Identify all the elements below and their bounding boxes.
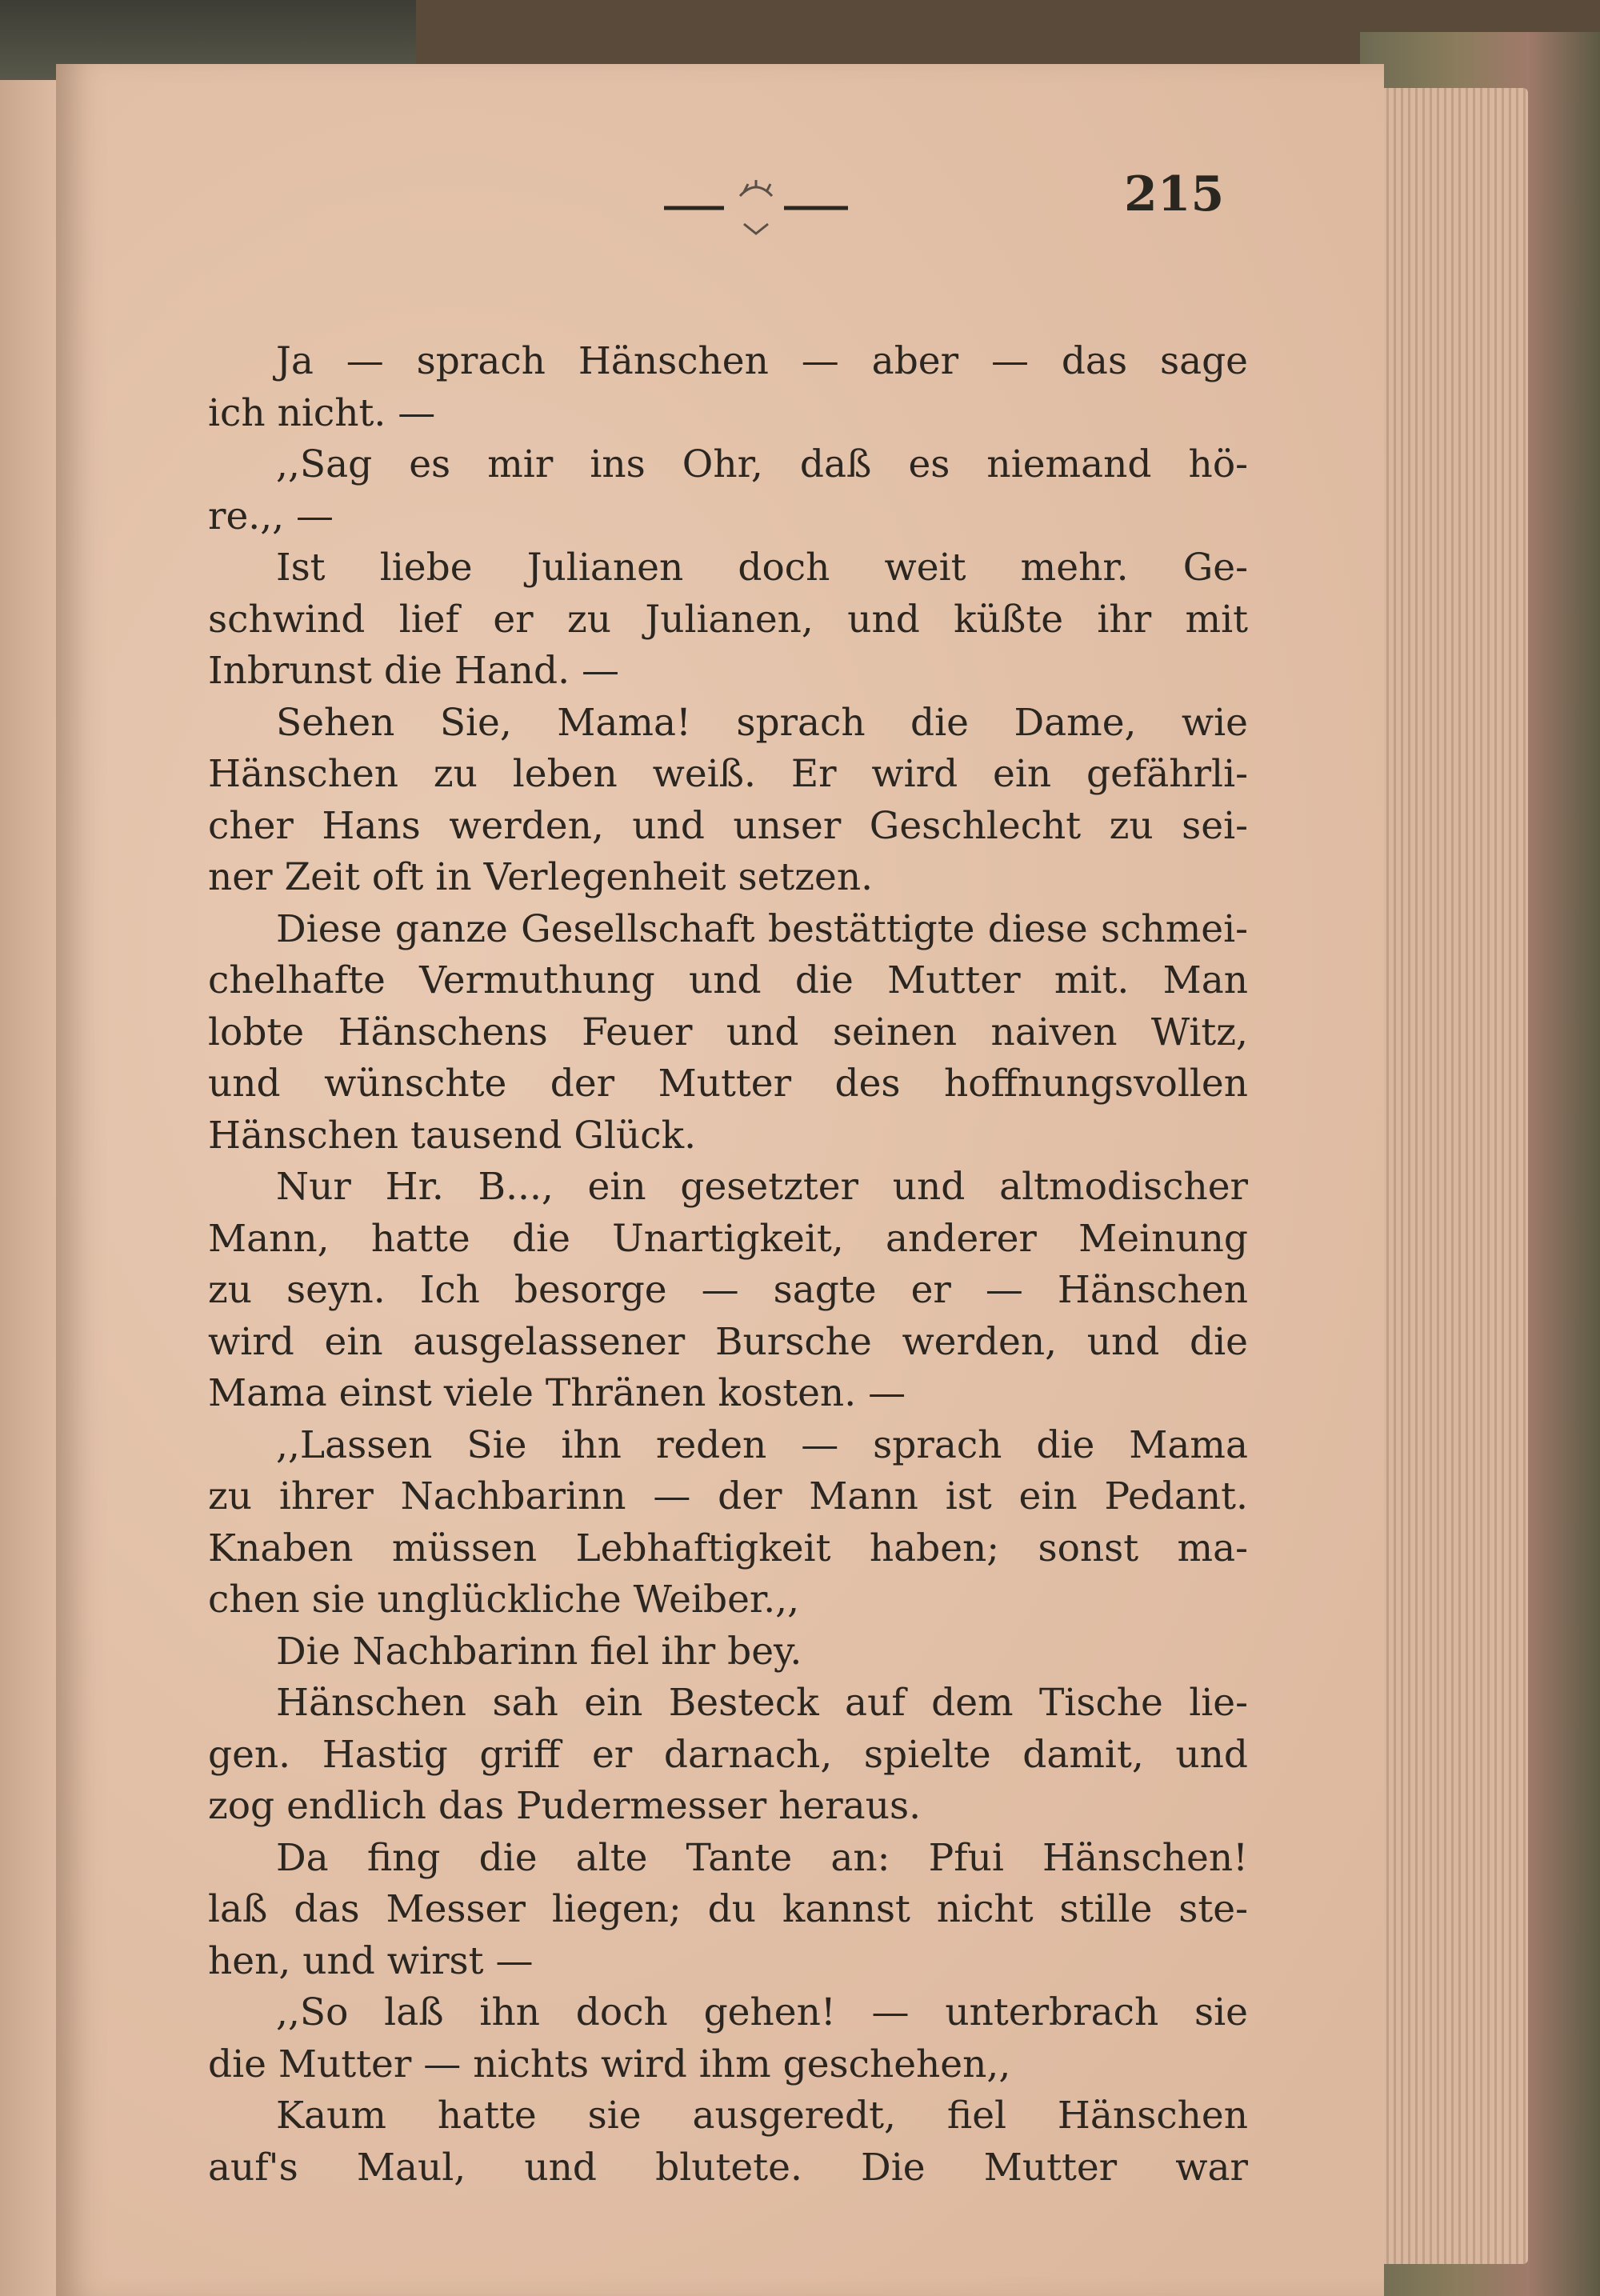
text-line: ,,Sag es mir ins Ohr, daß es niemand hö-: [276, 442, 1248, 486]
text-line: ,,Lassen Sie ihn reden — sprach die Mama: [276, 1422, 1248, 1467]
text-line: re.,, —: [208, 494, 334, 538]
text-line: Diese ganze Gesellschaft bestättigte diese schmei-: [276, 906, 1248, 951]
text-line: Knaben müssen Lebhaftigkeit haben; sonst ma-: [208, 1526, 1248, 1570]
text-line: Mann, hatte die Unartigkeit, anderer Meinung: [208, 1216, 1248, 1261]
text-line: Da fing die alte Tante an: Pfui Hänschen!: [276, 1835, 1248, 1880]
text-line: Hänschen zu leben weiß. Er wird ein gefährli-: [208, 752, 1248, 796]
ornament-icon: [664, 176, 848, 240]
text-line: die Mutter — nichts wird ihm geschehen,,: [208, 2042, 1011, 2086]
text-line: ,,So laß ihn doch gehen! — unterbrach sie: [276, 1990, 1248, 2034]
text-line: Inbrunst die Hand. —: [208, 649, 619, 693]
text-line: zu ihrer Nachbarinn — der Mann ist ein Pedant.: [208, 1474, 1248, 1518]
page-number: 215: [1124, 166, 1225, 222]
text-line: gen. Hastig griff er darnach, spielte damit, und: [208, 1732, 1248, 1777]
text-line: ich nicht. —: [208, 390, 436, 435]
text-line: laß das Messer liegen; du kannst nicht stille ste-: [208, 1887, 1248, 1931]
page-edges: [1360, 88, 1528, 2264]
book-page: [56, 64, 1384, 2296]
text-line: und wünschte der Mutter des hoffnungsvollen: [208, 1062, 1248, 1106]
left-page-edge: [0, 80, 56, 2296]
text-line: cher Hans werden, und unser Geschlecht zu sei-: [208, 803, 1248, 848]
text-line: hen, und wirst —: [208, 1938, 534, 1983]
text-line: lobte Hänschens Feuer und seinen naiven Witz,: [208, 1010, 1248, 1054]
text-line: zog endlich das Pudermesser heraus.: [208, 1784, 922, 1828]
text-line: zu seyn. Ich besorge — sagte er — Hänschen: [208, 1268, 1248, 1312]
text-line: Mama einst viele Thränen kosten. —: [208, 1371, 906, 1415]
text-line: Die Nachbarinn fiel ihr bey.: [276, 1629, 802, 1674]
text-line: ner Zeit oft in Verlegenheit setzen.: [208, 855, 874, 899]
text-line: Ja — sprach Hänschen — aber — das sage: [276, 339, 1248, 383]
text-line: chelhafte Vermuthung und die Mutter mit. Man: [208, 958, 1248, 1002]
text-line: wird ein ausgelassener Bursche werden, und die: [208, 1319, 1248, 1364]
text-line: chen sie unglückliche Weiber.,,: [208, 1578, 800, 1622]
text-line: Hänschen tausend Glück.: [208, 1113, 697, 1158]
text-line: Kaum hatte sie ausgeredt, fiel Hänschen: [276, 2094, 1248, 2138]
text-line: schwind lief er zu Julianen, und küßte ihr mit: [208, 597, 1248, 642]
text-line: Nur Hr. B..., ein gesetzter und altmodischer: [276, 1165, 1248, 1209]
text-line: Hänschen sah ein Besteck auf dem Tische lie-: [276, 1681, 1248, 1725]
body-text: [208, 336, 1248, 2194]
text-line: Ist liebe Julianen doch weit mehr. Ge-: [276, 546, 1248, 590]
text-line: Sehen Sie, Mama! sprach die Dame, wie: [276, 700, 1248, 745]
text-line: auf's Maul, und blutete. Die Mutter war: [208, 2145, 1248, 2190]
